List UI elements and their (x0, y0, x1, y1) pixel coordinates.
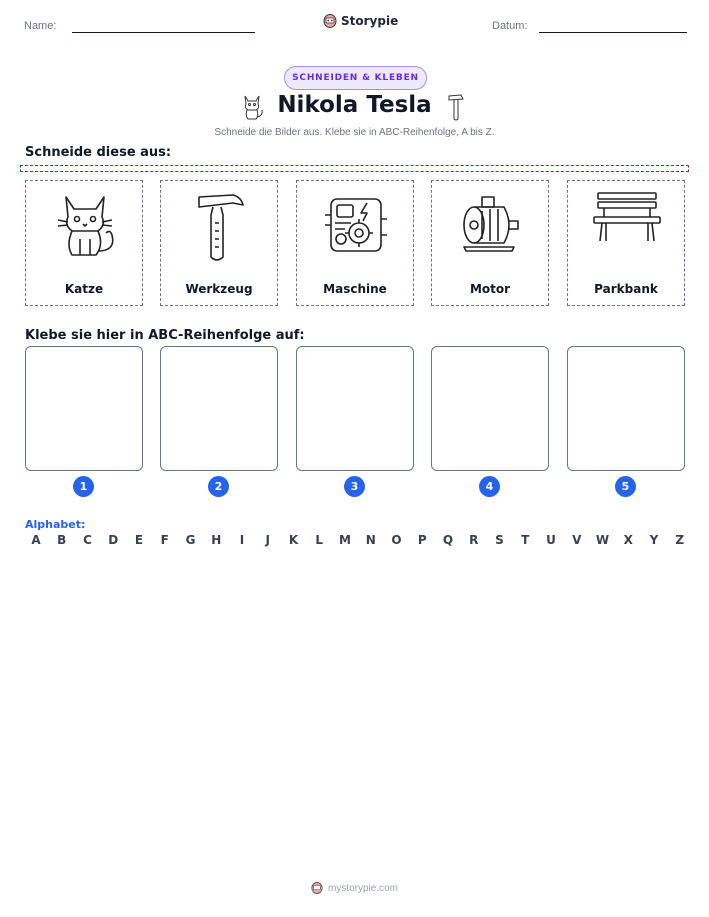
paste-slot-5[interactable] (567, 346, 685, 471)
slot-number-4: 4 (479, 476, 500, 497)
alphabet-letter: I (239, 533, 245, 547)
logo-text: Storypie (341, 14, 399, 28)
paste-slot-1[interactable] (25, 346, 143, 471)
machine-gears-icon (321, 189, 391, 259)
cut-section-heading: Schneide diese aus: (25, 145, 172, 160)
cut-line (20, 165, 689, 172)
card-label: Katze (64, 282, 104, 296)
alphabet-letter: B (57, 533, 67, 547)
card-label: Maschine (323, 282, 387, 296)
alphabet-letter: Z (675, 533, 685, 547)
cat-icon (50, 189, 120, 259)
electric-motor-icon (456, 189, 526, 259)
page-title: Nikola Tesla (277, 92, 432, 118)
cut-card-werkzeug[interactable] (160, 180, 278, 306)
alphabet-letter: G (185, 533, 196, 547)
card-label: Parkbank (594, 282, 658, 296)
alphabet-letter: Y (649, 533, 659, 547)
park-bench-icon (592, 189, 662, 249)
alphabet-letter: O (391, 533, 402, 547)
footer (0, 881, 709, 895)
date-label: Datum: (492, 20, 528, 32)
cut-card-parkbank[interactable] (567, 180, 685, 306)
card-label: Motor (469, 282, 511, 296)
alphabet-letter: L (315, 533, 324, 547)
alphabet-letter: S (495, 533, 504, 547)
alphabet-letter: W (595, 533, 610, 547)
alphabet-row (26, 533, 690, 547)
slot-number-2: 2 (208, 476, 229, 497)
alphabet-letter: T (521, 533, 530, 547)
name-line[interactable] (72, 32, 255, 33)
alphabet-letter: X (623, 533, 633, 547)
alphabet-letter: F (160, 533, 169, 547)
footer-url[interactable]: mystorypie.com (327, 882, 398, 894)
alphabet-letter: J (265, 533, 270, 547)
hammer-icon (185, 189, 255, 265)
activity-badge: SCHNEIDEN & KLEBEN (284, 66, 427, 90)
hammer-icon (446, 92, 466, 122)
alphabet-letter: E (134, 533, 144, 547)
storypie-mascot-icon (311, 881, 323, 895)
alphabet-letter: D (108, 533, 119, 547)
storypie-logo (323, 13, 398, 29)
cut-card-katze[interactable] (25, 180, 143, 306)
instructions: Schneide die Bilder aus. Klebe sie in ABC-Reihenfolge, A bis Z. (214, 127, 495, 138)
alphabet-title: Alphabet: (25, 518, 86, 531)
slot-number-1: 1 (73, 476, 94, 497)
alphabet-letter: P (417, 533, 427, 547)
paste-section-heading: Klebe sie hier in ABC-Reihenfolge auf: (25, 328, 305, 343)
alphabet-letter: K (288, 533, 299, 547)
paste-slot-2[interactable] (160, 346, 278, 471)
alphabet-letter: V (572, 533, 582, 547)
alphabet-letter: C (83, 533, 92, 547)
alphabet-letter: M (339, 533, 351, 547)
alphabet-letter: N (365, 533, 376, 547)
alphabet-letter: R (469, 533, 479, 547)
alphabet-letter: Q (442, 533, 454, 547)
slot-number-3: 3 (344, 476, 365, 497)
cut-card-motor[interactable] (431, 180, 549, 306)
slot-number-5: 5 (615, 476, 636, 497)
alphabet-letter: U (546, 533, 556, 547)
cut-card-maschine[interactable] (296, 180, 414, 306)
name-label: Name: (24, 20, 57, 32)
alphabet-letter: A (31, 533, 41, 547)
storypie-mascot-icon (323, 13, 337, 29)
alphabet-letter: H (211, 533, 222, 547)
paste-slot-3[interactable] (296, 346, 414, 471)
date-line[interactable] (539, 32, 687, 33)
card-label: Werkzeug (185, 282, 253, 296)
paste-slot-4[interactable] (431, 346, 549, 471)
